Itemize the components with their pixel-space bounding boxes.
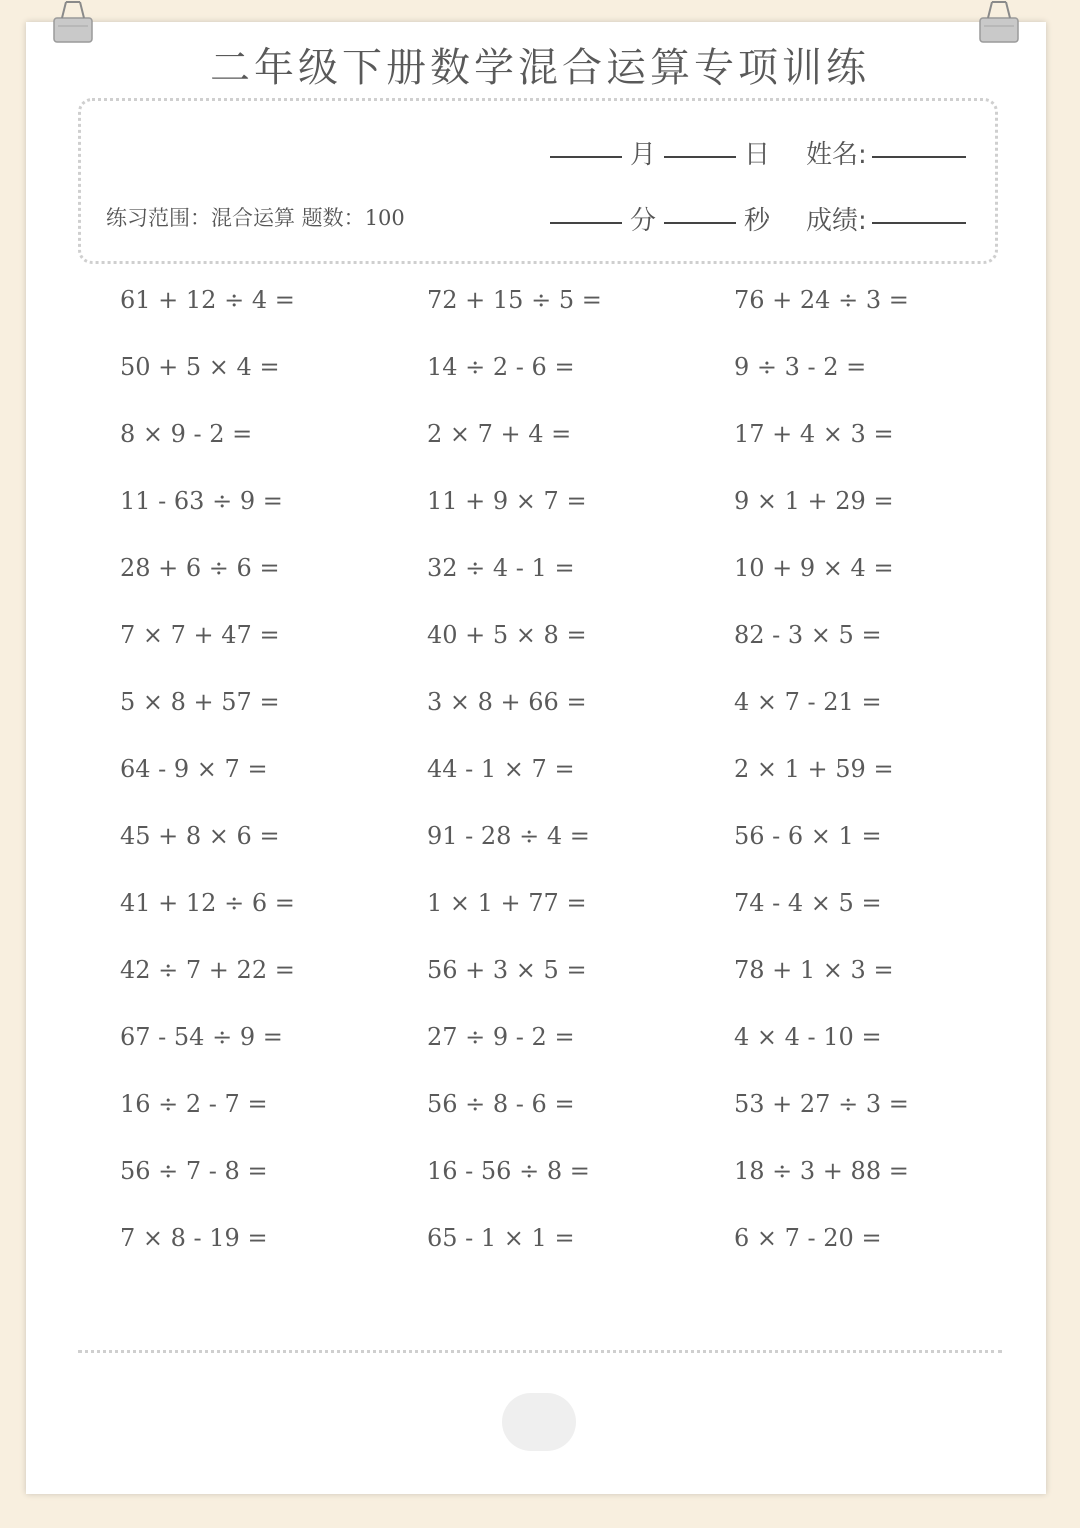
problem-item: 72 + 15 ÷ 5 = [427,286,602,314]
problem-item: 27 ÷ 9 - 2 = [427,1023,575,1051]
problem-item: 4 × 7 - 21 = [734,688,882,716]
problem-item: 82 - 3 × 5 = [734,621,882,649]
problem-item: 17 + 4 × 3 = [734,420,894,448]
second-blank[interactable] [664,222,736,224]
problem-item: 9 ÷ 3 - 2 = [734,353,867,381]
problem-item: 16 ÷ 2 - 7 = [120,1090,268,1118]
problem-item: 53 + 27 ÷ 3 = [734,1090,909,1118]
problem-item: 7 × 7 + 47 = [120,621,280,649]
second-label: 秒 [744,206,771,236]
problem-item: 8 × 9 - 2 = [120,420,253,448]
problem-item: 18 ÷ 3 + 88 = [734,1157,909,1185]
problem-item: 45 + 8 × 6 = [120,822,280,850]
score-label: 成绩: [806,206,867,236]
page-indicator [502,1393,576,1451]
name-blank[interactable] [872,156,966,158]
problem-item: 5 × 8 + 57 = [120,688,280,716]
problem-item: 56 - 6 × 1 = [734,822,882,850]
month-blank[interactable] [550,156,622,158]
info-box [78,98,998,264]
problem-item: 56 ÷ 7 - 8 = [120,1157,268,1185]
problem-item: 50 + 5 × 4 = [120,353,280,381]
problem-item: 41 + 12 ÷ 6 = [120,889,295,917]
footer-divider [78,1350,1002,1353]
minute-blank[interactable] [550,222,622,224]
problem-item: 9 × 1 + 29 = [734,487,894,515]
problem-item: 64 - 9 × 7 = [120,755,268,783]
problem-item: 42 ÷ 7 + 22 = [120,956,295,984]
problem-item: 56 + 3 × 5 = [427,956,587,984]
problem-item: 6 × 7 - 20 = [734,1224,882,1252]
minute-label: 分 [630,206,657,236]
problem-item: 65 - 1 × 1 = [427,1224,575,1252]
problem-item: 11 + 9 × 7 = [427,487,587,515]
scope-label: 练习范围：混合运算 题数： [106,206,365,230]
problem-item: 91 - 28 ÷ 4 = [427,822,590,850]
problem-item: 2 × 1 + 59 = [734,755,894,783]
problem-item: 56 ÷ 8 - 6 = [427,1090,575,1118]
problem-item: 61 + 12 ÷ 4 = [120,286,295,314]
problem-item: 10 + 9 × 4 = [734,554,894,582]
problem-item: 3 × 8 + 66 = [427,688,587,716]
problem-item: 1 × 1 + 77 = [427,889,587,917]
day-label: 日 [744,140,771,170]
problem-item: 74 - 4 × 5 = [734,889,882,917]
problem-item: 11 - 63 ÷ 9 = [120,487,283,515]
problem-item: 28 + 6 ÷ 6 = [120,554,280,582]
score-blank[interactable] [872,222,966,224]
problem-item: 32 ÷ 4 - 1 = [427,554,575,582]
problem-item: 76 + 24 ÷ 3 = [734,286,909,314]
problem-item: 14 ÷ 2 - 6 = [427,353,575,381]
month-label: 月 [630,140,657,170]
problem-item: 2 × 7 + 4 = [427,420,572,448]
problem-item: 7 × 8 - 19 = [120,1224,268,1252]
page-title: 二年级下册数学混合运算专项训练 [210,45,870,91]
day-blank[interactable] [664,156,736,158]
problem-item: 44 - 1 × 7 = [427,755,575,783]
scope-count: 100 [364,206,405,230]
problem-item: 67 - 54 ÷ 9 = [120,1023,283,1051]
practice-scope [106,202,405,232]
problem-item: 16 - 56 ÷ 8 = [427,1157,590,1185]
problem-item: 40 + 5 × 8 = [427,621,587,649]
problem-item: 4 × 4 - 10 = [734,1023,882,1051]
problem-item: 78 + 1 × 3 = [734,956,894,984]
name-label: 姓名: [806,140,867,170]
